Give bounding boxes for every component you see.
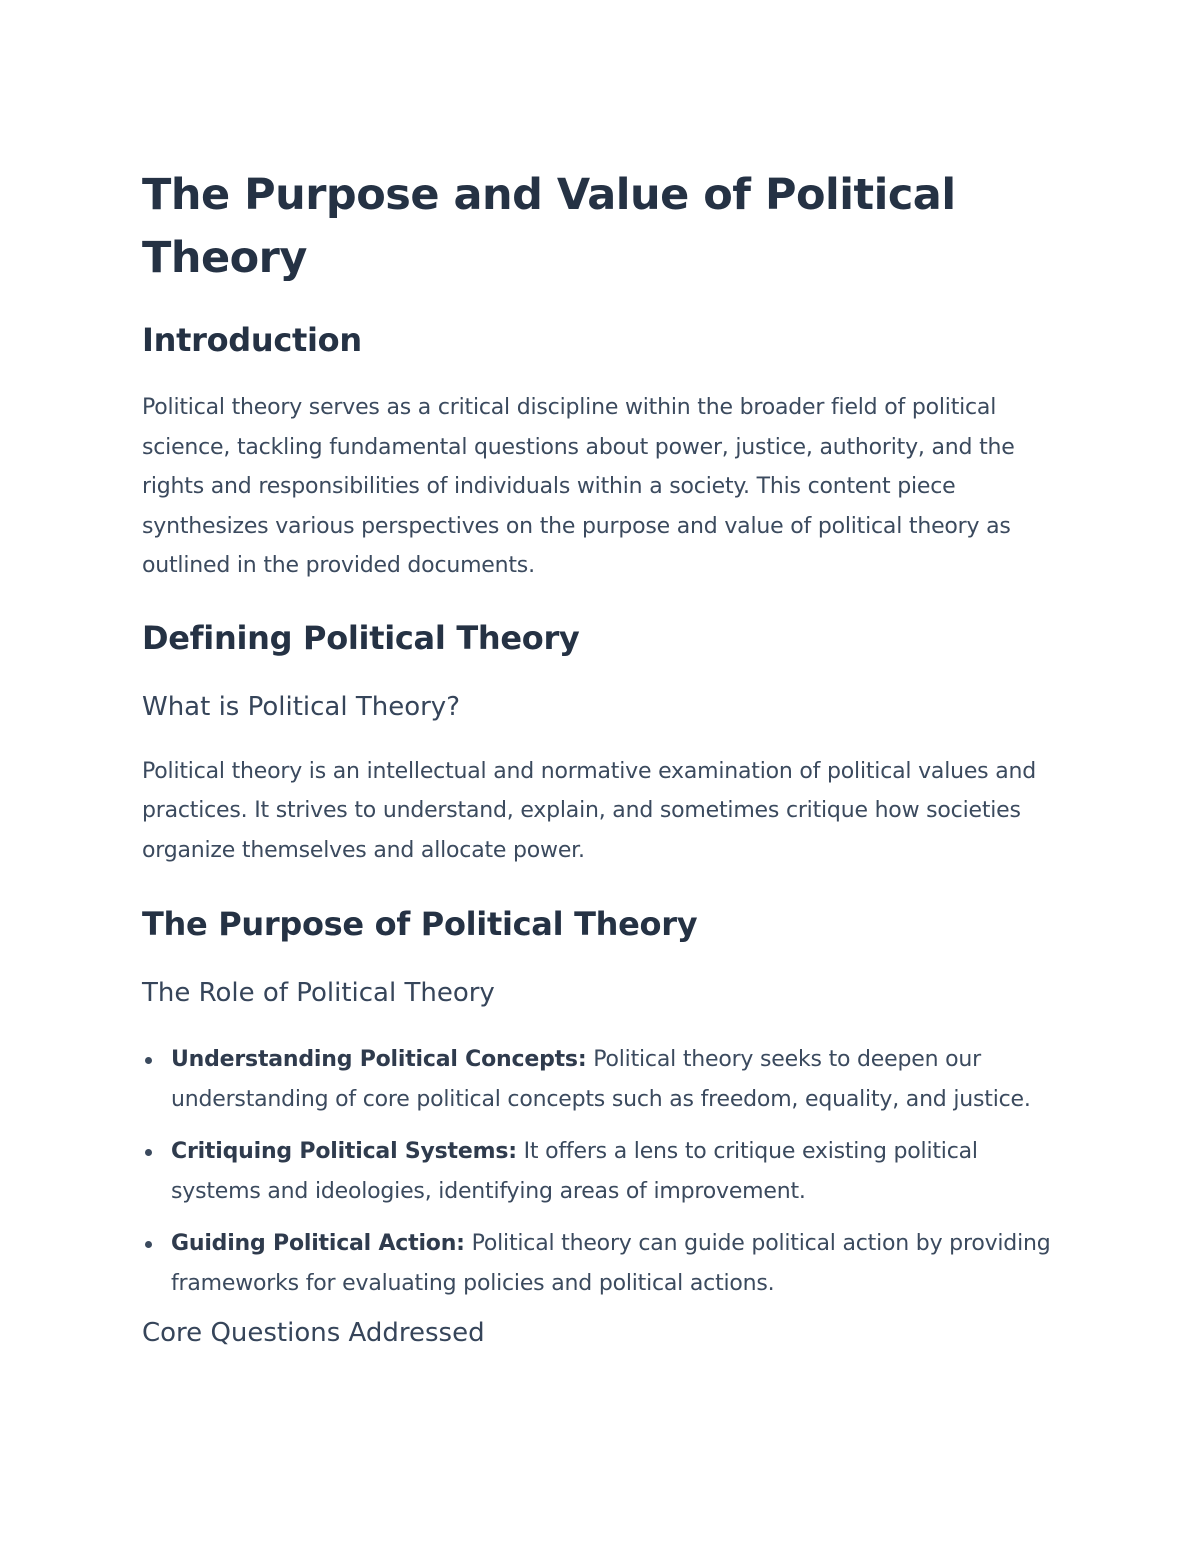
- list-item-term: Critiquing Political Systems:: [171, 1139, 517, 1164]
- subheading-what-is: What is Political Theory?: [142, 691, 460, 722]
- subheading-role: The Role of Political Theory: [142, 978, 495, 1008]
- list-item: [142, 1132, 1067, 1211]
- section-heading-introduction: Introduction: [142, 321, 362, 359]
- role-list: [142, 1040, 1067, 1303]
- list-item: [142, 1224, 1067, 1303]
- list-item-term: Understanding Political Concepts:: [171, 1047, 587, 1072]
- document-page: [142, 164, 1067, 1350]
- list-item-text: It offers a lens to critique existing political systems and ideologies, identifying areas of improvement.: [171, 1139, 978, 1204]
- introduction-paragraph: Political theory serves as a critical discipline within the broader field of political science, tackling fundamental questions about power, justice, authority, and the rights and responsibilities of individuals within a society. This content piece synthesizes various perspectives on the purpose and value of political theory as outlined in the provided documents.: [142, 395, 1015, 578]
- bullet-icon: [145, 1149, 152, 1156]
- bullet-icon: [145, 1057, 152, 1064]
- list-item-term: Guiding Political Action:: [171, 1231, 465, 1256]
- section-heading-defining: Defining Political Theory: [142, 618, 580, 657]
- section-heading-purpose: The Purpose of Political Theory: [142, 905, 698, 943]
- subheading-core-questions: Core Questions Addressed: [142, 1318, 485, 1348]
- defining-paragraph: Political theory is an intellectual and normative examination of political values and practices. It strives to understand, explain, and sometimes critique how societies organize themselves and allocate power.: [142, 758, 1037, 863]
- list-item: [142, 1040, 1067, 1119]
- list-item-text: Political theory can guide political action by providing frameworks for evaluating policies and political actions.: [171, 1231, 1051, 1296]
- bullet-icon: [145, 1241, 152, 1248]
- list-item-text: Political theory seeks to deepen our understanding of core political concepts such as freedom, equality, and justice.: [171, 1047, 1031, 1112]
- document-title: The Purpose and Value of Political Theory: [142, 170, 956, 283]
